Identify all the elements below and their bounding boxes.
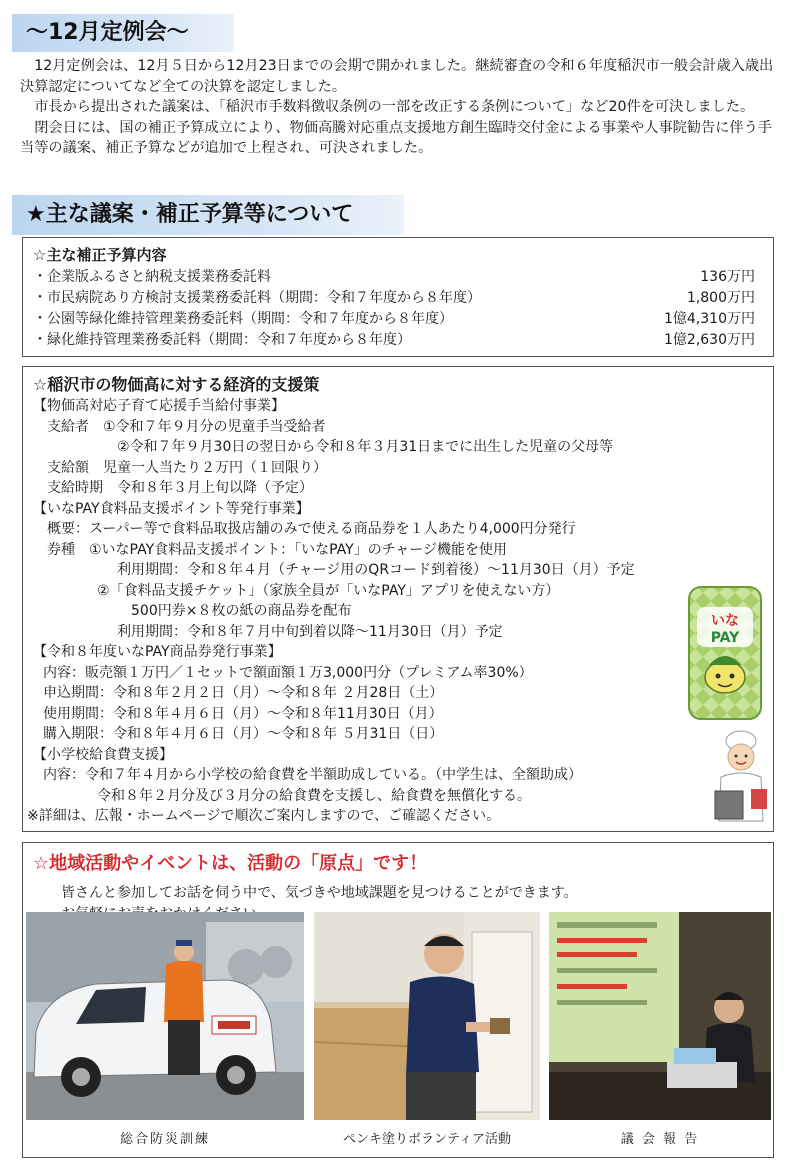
paragraph-2: 市長から提出された議案は、「稲沢市手数料徴収条例の一部を改正する条例について」など20件を可決しました。 <box>34 99 755 115</box>
budget-item-amount: 136万円 <box>700 269 755 285</box>
support-line: 利用期間：令和８年７月中旬到着以降～11月30日（月）予定 <box>117 624 503 640</box>
support-line: ②「食料品支援チケット」（家族全員が「いなPAY」アプリを使えない方） <box>97 583 560 599</box>
support-line: 【令和８年度いなPAY商品券発行事業】 <box>33 644 282 660</box>
budget-item-amount: 1,800万円 <box>686 290 755 306</box>
community-activity-title: ☆地域活動やイベントは、活動の「原点」です！ <box>33 853 428 874</box>
disaster-drill-photo <box>26 912 304 1120</box>
council-report-photo <box>549 912 771 1120</box>
inapay-logo-line1: いな <box>711 613 739 629</box>
support-line: 使用期間：令和８年４月６日（月）～令和８年11月30日（月） <box>43 706 443 722</box>
support-line: 【いなPAY食料品支援ポイント等発行事業】 <box>33 501 310 517</box>
support-line: 購入期限：令和８年４月６日（月）～令和８年 ５月31日（日） <box>43 726 444 742</box>
paragraph-3: 閉会日には、国の補正予算成立により、物価高騰対応重点支援地方創生臨時交付金による事業や人事院勧告に伴う手当等の議案、補正予算などが追加で上程され、可決されました。 <box>20 119 772 156</box>
support-line: 支給額 児童一人当たり２万円（１回限り） <box>47 460 327 476</box>
budget-box <box>22 237 774 357</box>
support-line: 内容：販売額１万円／１セットで額面額１万3,000円分（プレミアム率30%） <box>43 665 533 681</box>
community-activity-text-1: 皆さんと参加してお話を伺う中で、気づきや地域課題を見つけることができます。 <box>61 885 578 901</box>
budget-item-amount: 1億4,310万円 <box>664 311 755 327</box>
caption-disaster-drill: 総合防災訓練 <box>119 1132 210 1147</box>
section-heading-december-session: ～12月定例会～ <box>12 14 234 52</box>
school-lunch-server-illustration <box>711 729 771 829</box>
inapay-logo-line2: PAY <box>710 630 740 646</box>
budget-item-amount: 1億2,630万円 <box>664 332 755 348</box>
budget-item-label: ・企業版ふるさと納税支援業務委託料 <box>33 269 271 285</box>
support-line: ※詳細は、広報・ホームページで順次ご案内しますので、ご確認ください。 <box>27 808 501 824</box>
budget-title: ☆主な補正予算内容 <box>33 246 167 264</box>
support-line: 500円券×８枚の紙の商品券を配布 <box>131 603 352 619</box>
budget-item <box>33 309 763 329</box>
support-line: 令和８年２月分及び３月分の給食費を支援し、給食費を無償化する。 <box>97 788 531 804</box>
support-line: 内容：令和７年４月から小学校の給食費を半額助成している。（中学生は、全額助成） <box>43 767 582 783</box>
paragraph-1: 12月定例会は、12月５日から12月23日までの会期で開かれました。継続審査の令和６年度稲沢市一般会計歳入歳出決算認定についてなど全ての決算を認定しました。 <box>20 58 774 95</box>
section-heading-main-bills: ★主な議案・補正予算等について <box>12 195 404 235</box>
paint-volunteer-photo <box>314 912 540 1120</box>
budget-item-label: ・緑化維持管理業務委託料（期間：令和７年度から８年度） <box>33 332 411 348</box>
support-line: 支給時期 令和８年３月上旬以降（予定） <box>47 480 313 496</box>
december-session-text <box>20 56 780 159</box>
support-line: 概要：スーパー等で食料品取扱店舗のみで使える商品券を１人あたり4,000円分発行 <box>47 521 576 537</box>
support-title: ☆稲沢市の物価高に対する経済的支援策 <box>33 375 320 394</box>
support-line: 支給者 ①令和７年９月分の児童手当受給者 <box>47 419 326 435</box>
support-line: 申込期間：令和８年２月２日（月）～令和８年 ２月28日（土） <box>43 685 444 701</box>
support-line: ②令和７年９月30日の翌日から令和８年３月31日までに出生した児童の父母等 <box>117 439 614 455</box>
support-line: 利用期間：令和８年４月（チャージ用のQRコード到着後）～11月30日（月）予定 <box>117 562 635 578</box>
support-box <box>22 366 774 832</box>
budget-item <box>33 288 763 308</box>
budget-item <box>33 267 763 287</box>
support-line: 券種 ①いなPAY食料品支援ポイント：「いなPAY」のチャージ機能を使用 <box>47 542 508 558</box>
budget-item-label: ・市民病院あり方検討支援業務委託料（期間：令和７年度から８年度） <box>33 290 481 306</box>
support-line: 【物価高対応子育て応援手当給付事業】 <box>33 398 285 414</box>
inapay-card-illustration <box>687 585 763 721</box>
caption-paint-volunteer: ペンキ塗りボランティア活動 <box>343 1132 511 1147</box>
budget-item-label: ・公園等緑化維持管理業務委託料（期間：令和７年度から８年度） <box>33 311 453 327</box>
support-line: 【小学校給食費支援】 <box>33 747 173 763</box>
caption-council-report: 議 会 報 告 <box>620 1132 700 1147</box>
budget-item <box>33 330 763 350</box>
